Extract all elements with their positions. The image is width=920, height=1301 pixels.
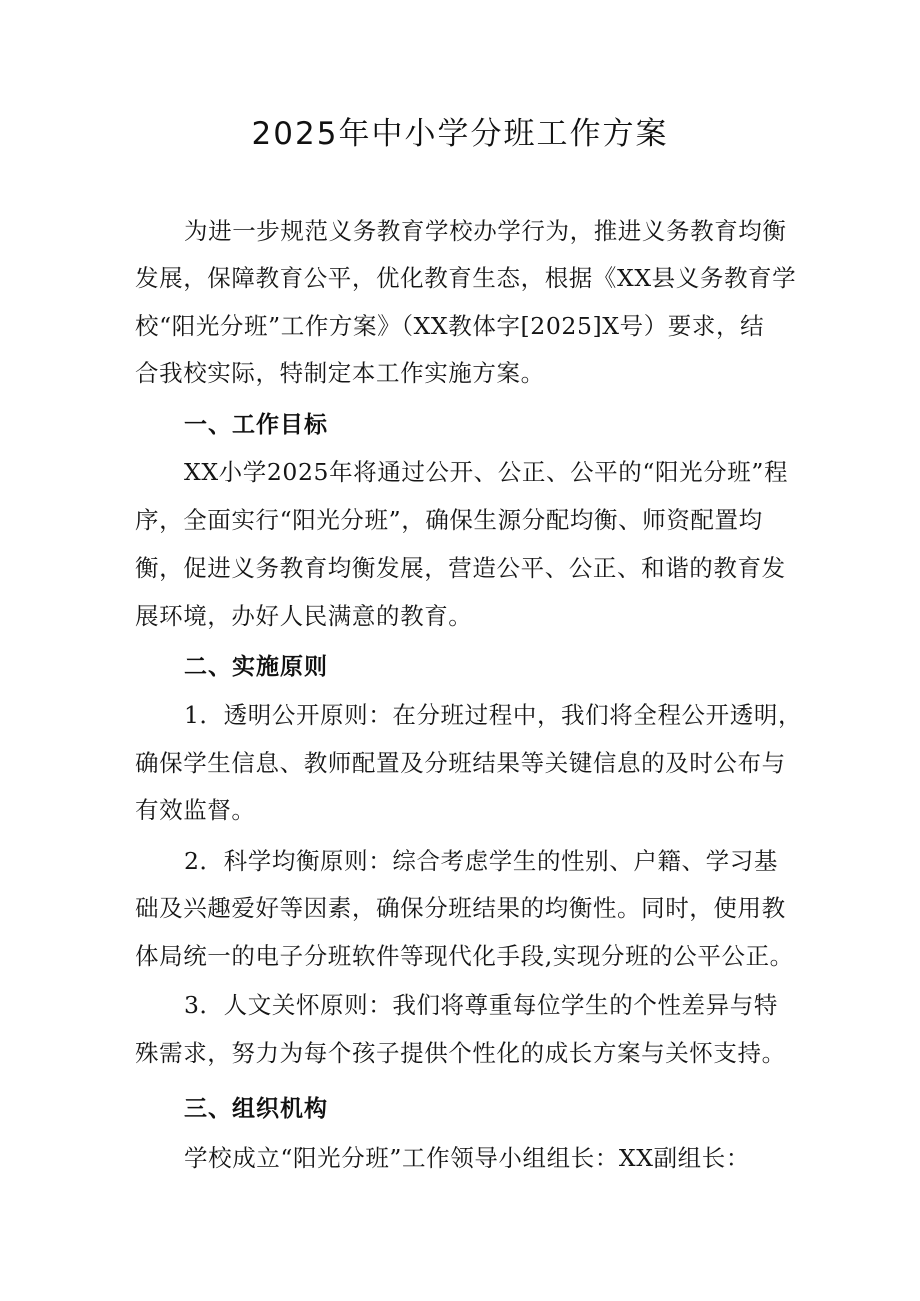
- goals-line-1: XX小学2025年将通过公开、公正、公平的“阳光分班”程: [184, 458, 789, 486]
- goals-line-3: 衡，促进义务教育均衡发展，营造公平、公正、和谐的教育发: [135, 554, 786, 582]
- document-title: 2025年中小学分班工作方案: [251, 116, 669, 152]
- principle-2-line-3: 体局统一的电子分班软件等现代化手段,实现分班的公平公正。: [135, 942, 794, 970]
- section-heading-organization: 三、组织机构: [184, 1096, 328, 1122]
- section-heading-principles: 二、实施原则: [184, 654, 328, 680]
- section-heading-goals: 一、工作目标: [184, 412, 328, 438]
- principle-1-line-2: 确保学生信息、教师配置及分班结果等关键信息的及时公布与: [135, 749, 786, 777]
- intro-line-3: 校“阳光分班”工作方案》（XX教体字[2025]X号）要求，结: [135, 312, 765, 340]
- principle-2-line-2: 础及兴趣爱好等因素，确保分班结果的均衡性。同时，使用教: [135, 894, 786, 922]
- goals-line-2: 序，全面实行“阳光分班”，确保生源分配均衡、师资配置均: [135, 506, 763, 534]
- principle-2-line-1: 2．科学均衡原则：综合考虑学生的性别、户籍、学习基: [184, 847, 778, 875]
- intro-line-4: 合我校实际，特制定本工作实施方案。: [135, 359, 545, 387]
- principle-3-line-1: 3．人文关怀原则：我们将尊重每位学生的个性差异与特: [184, 991, 778, 1019]
- principle-1-line-3: 有效监督。: [135, 796, 256, 824]
- principle-3-line-2: 殊需求，努力为每个孩子提供个性化的成长方案与关怀支持。: [135, 1039, 786, 1067]
- goals-line-4: 展环境，办好人民满意的教育。: [135, 602, 473, 630]
- organization-line-1: 学校成立“阳光分班”工作领导小组组长：XX副组长：: [184, 1144, 750, 1172]
- principle-1-line-1: 1．透明公开原则：在分班过程中，我们将全程公开透明，: [184, 701, 803, 729]
- intro-line-1: 为进一步规范义务教育学校办学行为，推进义务教育均衡: [184, 217, 787, 245]
- intro-line-2: 发展，保障教育公平，优化教育生态，根据《XX县义务教育学: [135, 264, 797, 292]
